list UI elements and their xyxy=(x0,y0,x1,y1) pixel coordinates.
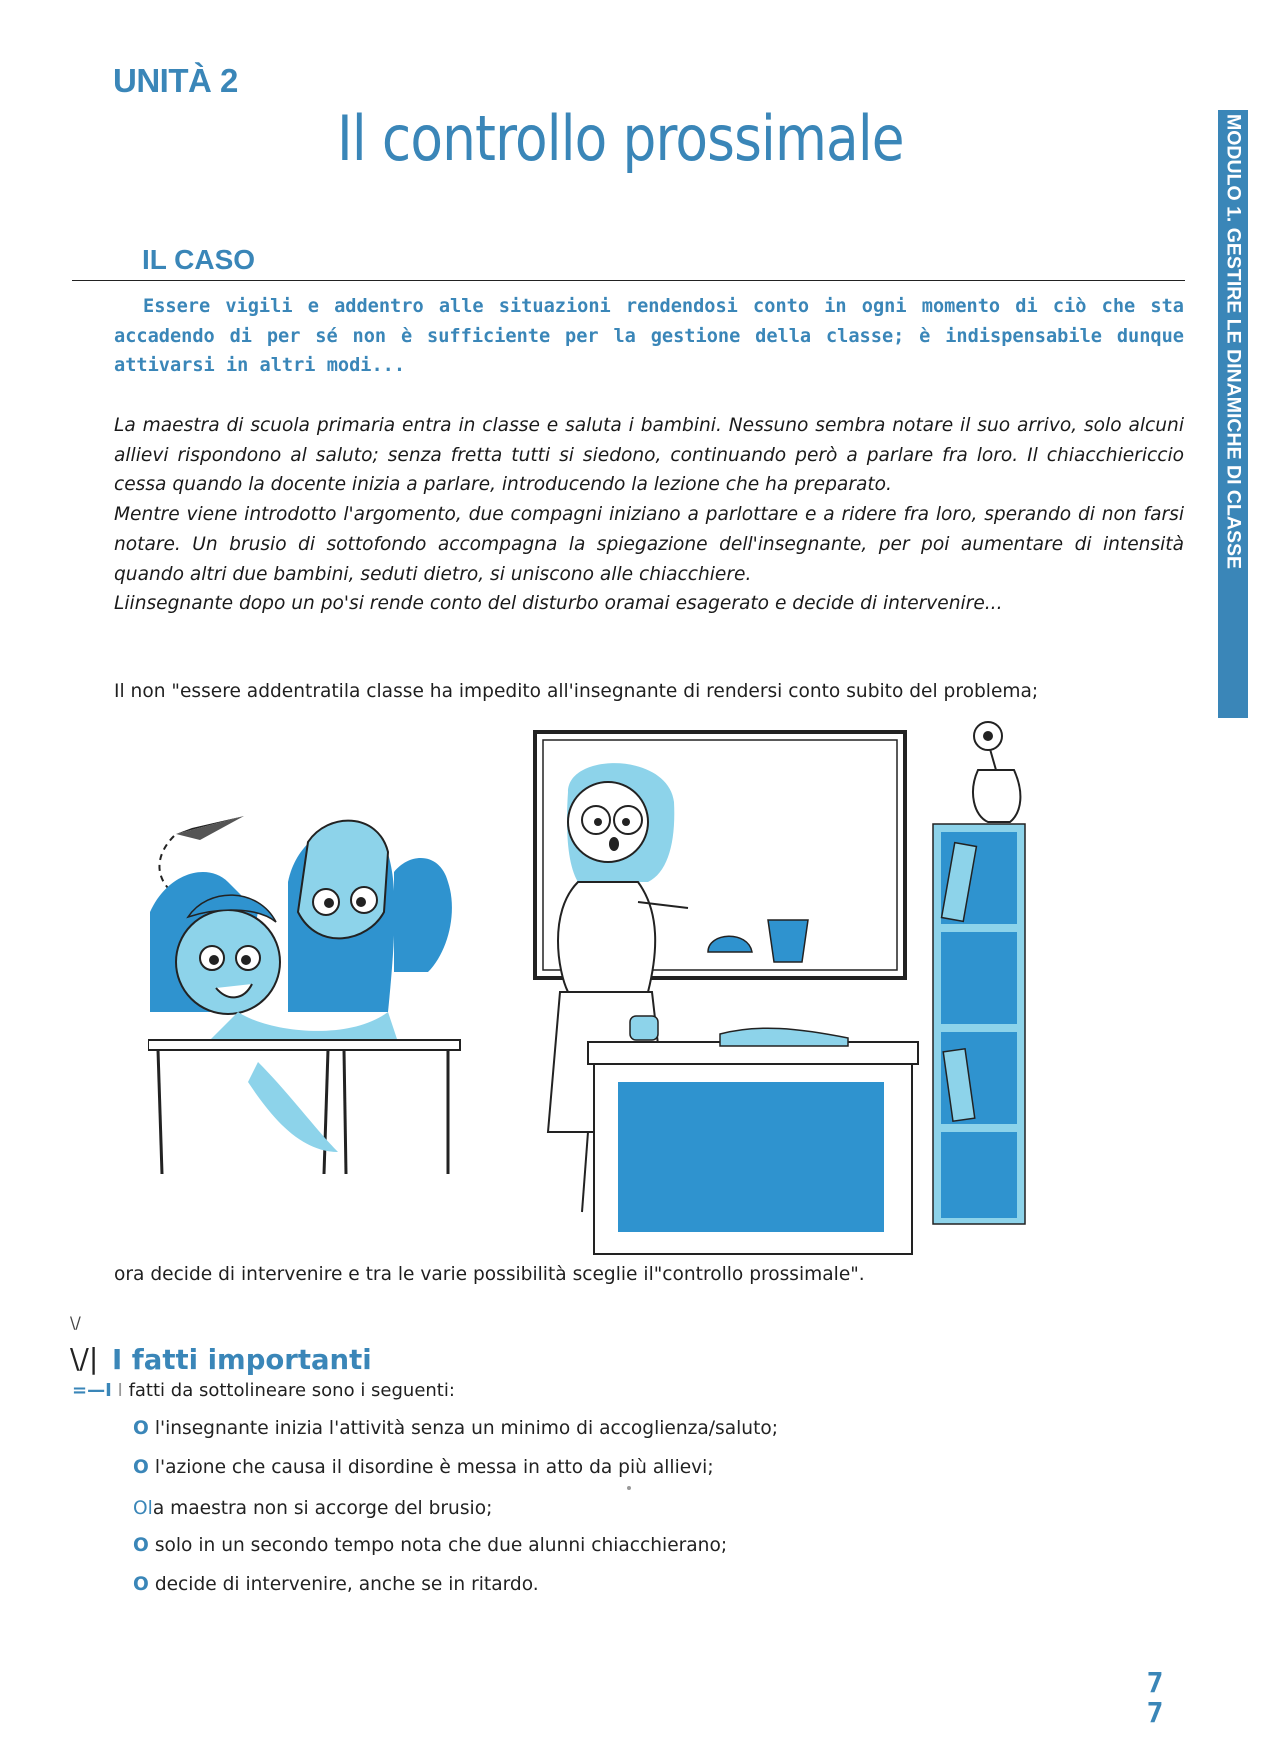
bullet-icon: O xyxy=(133,1457,149,1478)
list-item xyxy=(133,1418,778,1439)
story-paragraph: Liinsegnante dopo un po'si rende conto del disturbo oramai esagerato e decide di intervenire... xyxy=(114,593,1003,615)
page-number-digit: 7 xyxy=(1146,1666,1164,1699)
bookshelf xyxy=(933,824,1025,1224)
check-mark-icon: \/| xyxy=(70,1342,99,1375)
list-item xyxy=(133,1457,714,1478)
module-side-tab xyxy=(1218,110,1248,718)
unit-label: UNITÀ 2 xyxy=(113,62,238,99)
line-after-illustration: ora decide di intervenire e tra le varie possibilità sceglie il"controllo prossimale". xyxy=(114,1264,865,1285)
intro-paragraph: Essere vigili e addentro alle situazioni rendendosi conto in ogni momento di ciò che sta accadendo di per sé non è sufficiente per la gestione della classe; è indispensabile dunque attivarsi in altri modi... xyxy=(114,296,1184,377)
story-text xyxy=(114,411,1184,619)
list-item xyxy=(133,1574,539,1595)
bullet-icon: Ol xyxy=(133,1498,153,1519)
bullet-icon: O xyxy=(133,1574,149,1595)
page-number xyxy=(1145,1668,1165,1728)
page-number-digit: 7 xyxy=(1146,1696,1164,1729)
section-heading-caso: IL CASO xyxy=(142,244,256,275)
list-item-text: l'azione che causa il disordine è messa in atto da più allievi; xyxy=(154,1457,714,1478)
list-item-text: decide di intervenire, anche se in ritardo. xyxy=(154,1574,539,1595)
module-side-tab-label: MODULO 1. GESTIRE LE DINAMICHE DI CLASSE xyxy=(1222,114,1245,570)
lead-text: fatti da sottolineare sono i seguenti: xyxy=(128,1380,455,1401)
classroom-illustration xyxy=(148,712,1135,1258)
line-before-illustration: Il non "essere addentratila classe ha impedito all'insegnante di rendersi conto subito del problema; xyxy=(114,681,1039,702)
fatti-lead xyxy=(72,1380,455,1401)
lead-mark: =—I xyxy=(72,1380,112,1401)
children-group xyxy=(150,821,452,1042)
list-item-text: l'insegnante inizia l'attività senza un minimo di accoglienza/saluto; xyxy=(154,1418,779,1439)
list-item xyxy=(133,1535,727,1556)
teacher-desk xyxy=(588,1016,918,1254)
scan-mark: \/ xyxy=(70,1313,81,1332)
flower-vase-icon xyxy=(973,722,1020,822)
list-item-text: solo in un secondo tempo nota che due alunni chiacchierano; xyxy=(154,1535,728,1556)
lead-bar: I xyxy=(117,1380,123,1401)
list-item-text: a maestra non si accorge del brusio; xyxy=(152,1498,493,1519)
page-title: Il controllo prossimale xyxy=(337,102,904,175)
section-heading-fatti: I fatti importanti xyxy=(112,1344,372,1376)
bullet-icon: O xyxy=(133,1418,149,1439)
story-paragraph: Mentre viene introdotto l'argomento, due compagni iniziano a parlottare e a ridere fra loro, sperando di non farsi notare. Un brusio di sottofondo accompagna la spiegazione dell'insegnante, per poi aumentare di intensità quando altri due bambini, seduti dietro, si uniscono alle chiacchiere. xyxy=(114,504,1184,585)
stray-dot xyxy=(627,1486,631,1490)
bullet-icon: O xyxy=(133,1535,149,1556)
heading-rule xyxy=(72,280,1185,281)
list-item xyxy=(133,1498,492,1519)
student-desk xyxy=(148,1040,460,1174)
story-paragraph: La maestra di scuola primaria entra in classe e saluta i bambini. Nessuno sembra notare il suo arrivo, solo alcuni allievi rispondono al saluto; senza fretta tutti si siedono, continuando però a parlare fra loro. Il chiacchiericcio cessa quando la docente inizia a parlare, introducendo la lezione che ha preparato. xyxy=(114,415,1184,496)
